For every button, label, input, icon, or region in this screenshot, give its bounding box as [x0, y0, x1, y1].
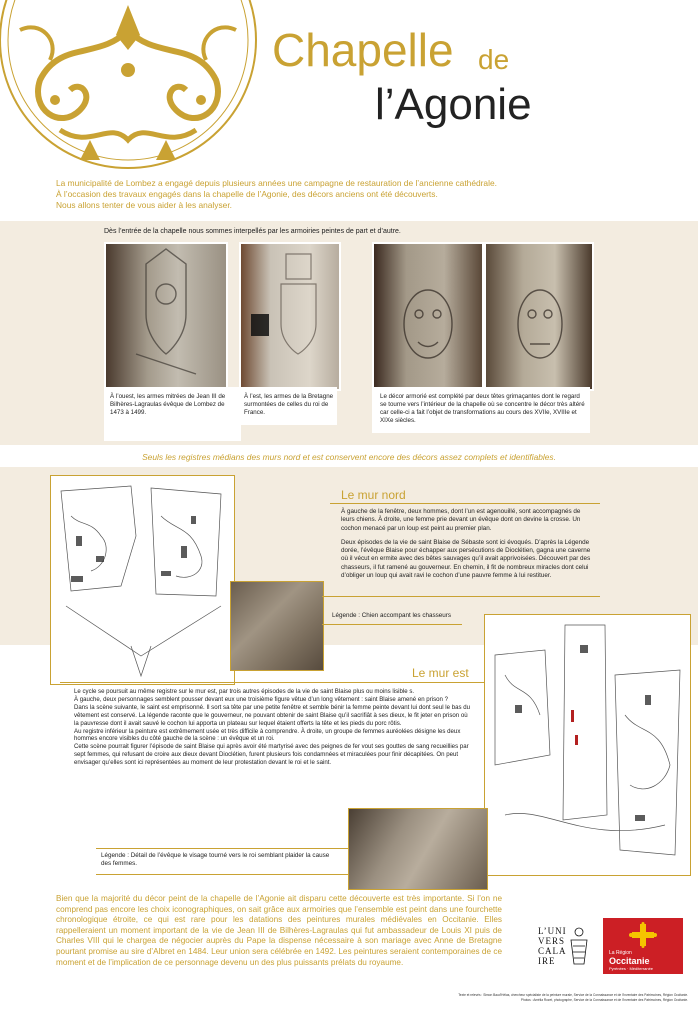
est-legend-rule	[96, 848, 348, 849]
photo-eveque	[348, 808, 488, 890]
est-text	[74, 688, 472, 767]
region-name: Occitanie	[609, 956, 650, 966]
photo-armes-ouest	[104, 242, 228, 391]
est-para-1: Le cycle se poursuit au même registre sur le mur est, par trois autres épisodes de la vie de saint Blaise plus ou moins lisible s.	[74, 688, 415, 695]
ornament-rosette	[0, 0, 265, 170]
intro-line-2: À l’occasion des travaux engagés dans la chapelle de l’Agonie, des décors anciens ont été découverts.	[56, 188, 438, 199]
nord-text	[341, 508, 593, 580]
caption-armes-ouest: À l’ouest, les armes mitrées de Jean III de Bilhères-Lagraulas évêque de Lombez de 1473 à 1499.	[110, 393, 226, 416]
intro-text	[56, 178, 636, 210]
logo-univers-text: L’UNIVERS CALAIRE	[538, 926, 567, 966]
region-small: La Région	[609, 950, 632, 956]
credits	[376, 993, 688, 1002]
title-connector: de	[478, 44, 510, 75]
photo-tete-gauche	[372, 242, 484, 391]
title-line1: Chapelle	[272, 24, 454, 76]
intro-line-1: La municipalité de Lombez a engagé depuis plusieurs années une campagne de restauration de l’ancienne cathédrale.	[56, 178, 497, 188]
est-para-2: À gauche, deux personnages semblent pousser devant eux une troisième figure vêtue d’un long vêtement : saint Blaise amené en prison ?	[74, 695, 448, 703]
nord-title-rule	[330, 503, 600, 504]
nord-drawing	[51, 476, 234, 684]
nord-para-1: À gauche de la fenêtre, deux hommes, dont l’un est agenouillé, sont accompagnés de leurs chiens. À droite, une femme prie devant un évêque dont on devine la crosse. Un cochon menacé par un loup est peint au premier plan.	[341, 508, 581, 532]
logo-univers-figure-icon	[568, 926, 590, 966]
photo-tete-droite	[484, 242, 594, 391]
photo-armes-est	[239, 242, 341, 391]
intro-line-3: Nous allons tenter de vous aider à les analyser.	[56, 199, 232, 210]
caption-armes-est: À l’est, les armes de la Bretagne surmontées de celles du roi de France.	[244, 393, 334, 416]
occitan-cross-icon	[627, 922, 659, 948]
est-para-3: Dans la scène suivante, le saint est emprisonné. Il sort sa tête par une petite fenêtre et semble bénir la femme peinte devant lui dont seul le bas du vêtement est conservé. La légende raconte que le gouverneur, ne pouvant obtenir de saint Blaise qu’il sacrifiât à ses dieux, le fit jeter en prison où la pauvresse dont il avait sauvé le cochon lui apporta un plateau sur lequel étaient offerts la tête et les pieds du porc rôtis.	[74, 703, 470, 727]
nord-legend-rule	[322, 596, 600, 597]
registres-text: Seuls les registres médians des murs nord et est conservent encore des décors assez complets et identifiables.	[142, 452, 556, 462]
photo-chien	[230, 581, 324, 671]
est-para-4: Au registre inférieur la peinture est extrêmement usée et très difficile à comprendre. À droite, un groupe de femmes auréolées désigne les deux hommes encore visibles du côté gauche de la scène : un évêque et un roi.	[74, 727, 461, 743]
nord-legend-underline	[322, 624, 462, 625]
logo-region	[603, 918, 683, 974]
region-sub: Pyrénées · Méditerranée	[609, 966, 654, 971]
credit-line-2: Photos : Amélia Rozet, photographe, Service de la Connaissance et de l'Inventaire des Patrimoines, Région Occitanie.	[520, 997, 688, 1002]
armoiries-heading: Dès l’entrée de la chapelle nous sommes interpellés par les armoiries peintes de part et d’autre.	[104, 228, 401, 235]
est-drawing	[485, 615, 690, 875]
nord-para-2: Deux épisodes de la vie de saint Blaise de Sébaste sont ici évoqués. D’après la Légende dorée, l’évêque Blaise pour échapper aux persécutions de Dioclétien, gagna une caverne où il vécut en ermite avec des bêtes sauvages qu’il avait apprivoisées. Découvert par des chasseurs, il fut ramené au gouverneur. En chemin, il fit de nombreux miracles dont celui d’obliger un loup qui avait ravi le cochon d’une pauvre femme à lui restituer.	[341, 538, 591, 580]
credit-line-1: Texte et relevés : Simon Baud'Hélas, chercheur spécialiste de la peinture murale, Service de la Connaissance et de l'Inventaire des Patrimoines, Région Occitanie.	[458, 993, 688, 997]
caption-tetes: Le décor armorié est complété par deux têtes grimaçantes dont le regard se tourne vers l’intérieur de la chapelle où se concentre le décor très altéré car celle-ci a fait l’objet de transformations au cours des XVIIe, XVIIIe et XIXe siècles.	[380, 393, 585, 424]
est-legend-underline	[96, 874, 348, 875]
est-legend: Légende : Détail de l’évêque le visage tourné vers le roi semblant plaider la cause des femmes.	[101, 852, 330, 868]
conclusion-text: Bien que la majorité du décor peint de la chapelle de l’Agonie ait disparu cette découverte est très importante. Si l’on ne comprend pas encore les choix iconographiques, on sait grâce aux armoiries que l’ensemble est peint dans une fourchette chronologique étroite, ce qui est rare pour les datations des peintures murales médiévales en Occitanie. Elles rappelleraient un moment important de la vie de Jean III de Bilhères-Lagraulas qui fut ambassadeur de Louis XI puis de Charles VIII qui le chargea de négocier auprès du Pape la dispense nécessaire à son mariage avec Anne de Bretagne pourtant promise au sire d’Albret en 1484. Leur union sera célébrée en 1492. Les peintures seraient contemporaines de ce moment et de l’implication de ce personnage devenu un des plus puissants prélats du royaume.	[56, 894, 502, 967]
est-title: Le mur est	[412, 666, 469, 680]
est-drawing-frame	[484, 614, 691, 876]
title-line2: l’Agonie	[375, 80, 532, 129]
logo-univers	[538, 926, 590, 972]
nord-legend: Légende : Chien accompant les chasseurs	[332, 612, 452, 619]
nord-title: Le mur nord	[341, 488, 406, 502]
nord-drawing-frame	[50, 475, 235, 685]
est-title-rule	[60, 682, 484, 683]
est-para-5: Cette scène pourrait figurer l’épisode de saint Blaise qui après avoir été martyrisé avec des peignes de fer vout ses gouttes de sang recueillies par sept femmes, qui refusant de croire aux dieux devant Dioclétien, furent plusieurs fois condamnées et miraculées pour finir décapitées. On peut envisager qu’elles sont ici représentées au moment de leur protestation devant le roi et le saint.	[74, 743, 469, 767]
